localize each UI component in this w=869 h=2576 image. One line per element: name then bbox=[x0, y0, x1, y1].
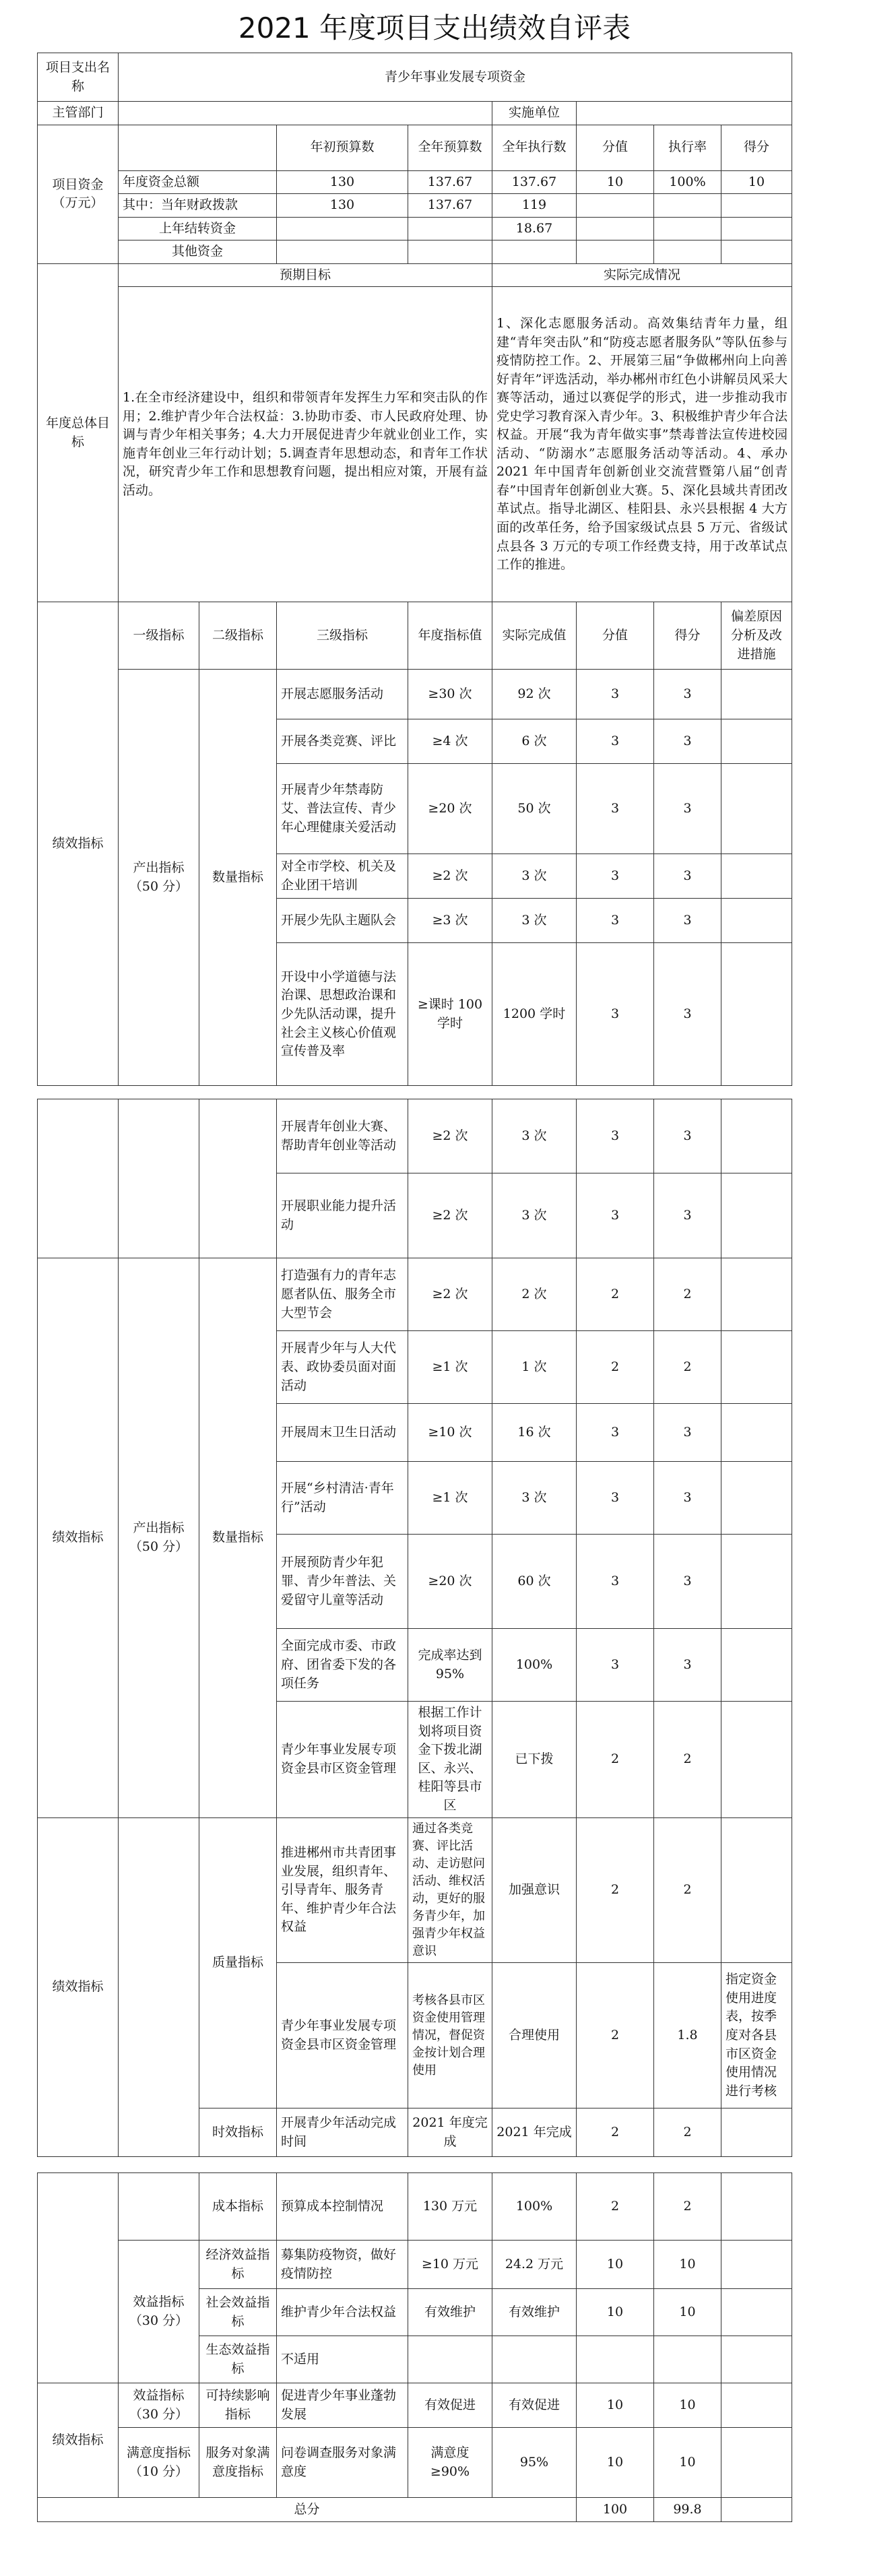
indicator-score: 3 bbox=[654, 854, 721, 899]
indicator-value: 10 bbox=[577, 2241, 654, 2289]
indicator-name: 维护青少年合法权益 bbox=[277, 2289, 408, 2336]
l2-economic: 经济效益指标 bbox=[199, 2241, 277, 2289]
funds-cell bbox=[408, 217, 492, 240]
l1-satisfaction: 满意度指标（10 分） bbox=[119, 2428, 199, 2498]
indicator-value: 2 bbox=[577, 2173, 654, 2241]
funds-cell bbox=[577, 217, 654, 240]
indicator-value: 2 bbox=[577, 1963, 654, 2108]
indicator-actual: 2 次 bbox=[492, 1258, 577, 1331]
indicator-value: 10 bbox=[577, 2428, 654, 2498]
indicator-name: 开展“乡村清洁·青年行”活动 bbox=[277, 1462, 408, 1535]
total-label: 总分 bbox=[38, 2498, 577, 2522]
goals-actual-text: 1、深化志愿服务活动。高效集结青年力量，组建“青年突击队”和“防疫志愿者服务队”等队伍参与疫情防控工作。2、开展第三届“争做郴州向上向善好青年”评选活动，举办郴州市红色小讲解员风采大赛等活动，通过以赛促学的形式，进一步推动我市党史学习教育深入青少年。3、积极维护青少年合法权益。开展“我为青年做实事”禁毒普法宣传进校园活动、“防溺水”志愿服务活动等活动。4、承办 2021 年中国青年创新创业交流营暨第八届“创青春”中国青年创新创业大赛。5、深化县域共青团改革试点。指导北湖区、桂阳县、永兴县根据 4 大方面的改革任务，给予国家级试点县 5 万元、省级试点县各 3 万元的专项工作经费支持，用于改革试点工作的推进。 bbox=[492, 287, 792, 602]
indicator-value: 2 bbox=[577, 1331, 654, 1404]
goals-actual-header: 实际完成情况 bbox=[492, 263, 792, 287]
indicator-target: 根据工作计划将项目资金下拨北湖区、永兴、桂阳等县市区 bbox=[408, 1702, 492, 1817]
indicator-value: 2 bbox=[577, 1258, 654, 1331]
indicator-target: 有效促进 bbox=[408, 2383, 492, 2428]
l2-quantity: 数量指标 bbox=[199, 1258, 277, 1817]
indicator-remark bbox=[721, 943, 792, 1086]
indicator-target: 考核各县市区资金使用管理情况，督促资金按计划合理使用 bbox=[408, 1963, 492, 2108]
indicator-name: 开展各类竞赛、评比 bbox=[277, 719, 408, 764]
indicator-name: 全面完成市委、市政府、团省委下发的各项任务 bbox=[277, 1629, 408, 1702]
indicator-remark: 指定资金使用进度表，按季度对各县市区资金使用情况进行考核 bbox=[721, 1963, 792, 2108]
funds-cell bbox=[277, 217, 408, 240]
l2-sustain: 可持续影响指标 bbox=[199, 2383, 277, 2428]
funds-header-blank bbox=[119, 125, 277, 170]
indicator-remark bbox=[721, 1331, 792, 1404]
funds-row-label: 其他资金 bbox=[119, 240, 277, 264]
funds-header-executed: 全年执行数 bbox=[492, 125, 577, 170]
indicator-name: 开展少先队主题队会 bbox=[277, 899, 408, 943]
indicator-score: 2 bbox=[654, 1258, 721, 1331]
funds-cell: 10 bbox=[577, 170, 654, 194]
indicator-actual: 50 次 bbox=[492, 764, 577, 854]
funds-header-score: 得分 bbox=[721, 125, 792, 170]
indicator-name: 促进青少年事业蓬勃发展 bbox=[277, 2383, 408, 2428]
indicator-score bbox=[654, 2336, 721, 2383]
indicator-target: 2021 年度完成 bbox=[408, 2108, 492, 2157]
indicator-value: 3 bbox=[577, 1404, 654, 1462]
funds-cell: 119 bbox=[492, 194, 577, 218]
indicator-actual: 有效维护 bbox=[492, 2289, 577, 2336]
l2-social: 社会效益指标 bbox=[199, 2289, 277, 2336]
funds-cell bbox=[654, 240, 721, 264]
indicator-name: 开设中小学道德与法治课、思想政治课和少先队活动课，提升社会主义核心价值观宣传普及率 bbox=[277, 943, 408, 1086]
indicator-target bbox=[408, 2336, 492, 2383]
l1-output: 产出指标（50 分） bbox=[119, 670, 199, 1086]
indicator-score: 2 bbox=[654, 1702, 721, 1817]
perf-header: 分值 bbox=[577, 602, 654, 670]
indicator-target: ≥10 万元 bbox=[408, 2241, 492, 2289]
indicator-target: ≥课时 100 学时 bbox=[408, 943, 492, 1086]
indicator-actual: 2021 年完成 bbox=[492, 2108, 577, 2157]
indicator-remark bbox=[721, 764, 792, 854]
indicator-value: 3 bbox=[577, 1099, 654, 1173]
funds-cell bbox=[654, 217, 721, 240]
perf-label: 绩效指标 bbox=[38, 2383, 119, 2498]
indicator-score: 3 bbox=[654, 719, 721, 764]
indicator-score: 2 bbox=[654, 2108, 721, 2157]
indicator-remark bbox=[721, 1629, 792, 1702]
l2-ecological: 生态效益指标 bbox=[199, 2336, 277, 2383]
funds-cell: 10 bbox=[721, 170, 792, 194]
page-break bbox=[38, 2157, 792, 2173]
indicator-name: 推进郴州市共青团事业发展，组织青年、引导青年、服务青年、维护青少年合法权益 bbox=[277, 1817, 408, 1963]
indicator-remark bbox=[721, 2108, 792, 2157]
indicator-remark bbox=[721, 2428, 792, 2498]
indicator-name: 开展志愿服务活动 bbox=[277, 670, 408, 719]
indicator-remark bbox=[721, 1462, 792, 1535]
indicator-remark bbox=[721, 854, 792, 899]
indicator-target: ≥4 次 bbox=[408, 719, 492, 764]
indicator-actual: 95% bbox=[492, 2428, 577, 2498]
funds-cell bbox=[721, 240, 792, 264]
indicator-value: 2 bbox=[577, 1702, 654, 1817]
l2-blank bbox=[199, 1099, 277, 1258]
l1-blank bbox=[119, 2173, 199, 2241]
indicator-target: ≥20 次 bbox=[408, 764, 492, 854]
self-evaluation-table bbox=[37, 53, 792, 2522]
indicator-score: 10 bbox=[654, 2428, 721, 2498]
indicator-actual: 3 次 bbox=[492, 1099, 577, 1173]
indicator-score: 3 bbox=[654, 670, 721, 719]
indicator-actual: 100% bbox=[492, 1629, 577, 1702]
indicator-actual: 24.2 万元 bbox=[492, 2241, 577, 2289]
funds-header-budget-start: 年初预算数 bbox=[277, 125, 408, 170]
indicator-target: ≥1 次 bbox=[408, 1462, 492, 1535]
funds-label: 项目资金（万元） bbox=[38, 125, 119, 263]
indicator-target: ≥2 次 bbox=[408, 1258, 492, 1331]
perf-header: 得分 bbox=[654, 602, 721, 670]
indicator-target: ≥1 次 bbox=[408, 1331, 492, 1404]
indicator-name: 问卷调查服务对象满意度 bbox=[277, 2428, 408, 2498]
goals-expected-header: 预期目标 bbox=[119, 263, 492, 287]
indicator-remark bbox=[721, 899, 792, 943]
indicator-actual: 已下拨 bbox=[492, 1702, 577, 1817]
funds-cell bbox=[492, 240, 577, 264]
indicator-value: 3 bbox=[577, 1173, 654, 1258]
dept-label: 主管部门 bbox=[38, 102, 119, 125]
funds-cell bbox=[654, 194, 721, 218]
indicator-actual bbox=[492, 2336, 577, 2383]
indicator-value: 3 bbox=[577, 899, 654, 943]
indicator-value bbox=[577, 2336, 654, 2383]
l1-benefit: 效益指标（30 分） bbox=[119, 2383, 199, 2428]
indicator-actual: 100% bbox=[492, 2173, 577, 2241]
funds-cell: 130 bbox=[277, 194, 408, 218]
page-break bbox=[38, 1086, 792, 1099]
indicator-actual: 16 次 bbox=[492, 1404, 577, 1462]
perf-header: 三级指标 bbox=[277, 602, 408, 670]
goals-label: 年度总体目标 bbox=[38, 263, 119, 602]
perf-header: 二级指标 bbox=[199, 602, 277, 670]
indicator-score: 10 bbox=[654, 2383, 721, 2428]
total-value: 100 bbox=[577, 2498, 654, 2522]
indicator-actual: 3 次 bbox=[492, 1173, 577, 1258]
indicator-name: 打造强有力的青年志愿者队伍、服务全市大型节会 bbox=[277, 1258, 408, 1331]
indicator-target: ≥3 次 bbox=[408, 899, 492, 943]
indicator-remark bbox=[721, 719, 792, 764]
indicator-remark bbox=[721, 1258, 792, 1331]
funds-cell bbox=[408, 240, 492, 264]
indicator-name: 对全市学校、机关及企业团干培训 bbox=[277, 854, 408, 899]
indicator-target: ≥2 次 bbox=[408, 1099, 492, 1173]
total-remark bbox=[721, 2498, 792, 2522]
indicator-value: 10 bbox=[577, 2383, 654, 2428]
total-score: 99.8 bbox=[654, 2498, 721, 2522]
indicator-score: 3 bbox=[654, 943, 721, 1086]
indicator-target: ≥2 次 bbox=[408, 1173, 492, 1258]
indicator-name: 开展青少年与人大代表、政协委员面对面活动 bbox=[277, 1331, 408, 1404]
indicator-actual: 6 次 bbox=[492, 719, 577, 764]
indicator-target: 通过各类竞赛、评比活动、走访慰问活动、维权活动，更好的服务青少年，加强青少年权益意识 bbox=[408, 1817, 492, 1963]
project-name-value: 青少年事业发展专项资金 bbox=[119, 53, 792, 102]
perf-label: 绩效指标 bbox=[38, 1258, 119, 1817]
indicator-score: 3 bbox=[654, 1535, 721, 1629]
funds-row-label: 上年结转资金 bbox=[119, 217, 277, 240]
indicator-score: 3 bbox=[654, 1404, 721, 1462]
indicator-actual: 60 次 bbox=[492, 1535, 577, 1629]
indicator-actual: 3 次 bbox=[492, 899, 577, 943]
funds-cell: 137.67 bbox=[492, 170, 577, 194]
indicator-target: ≥2 次 bbox=[408, 854, 492, 899]
indicator-actual: 3 次 bbox=[492, 854, 577, 899]
perf-header: 实际完成值 bbox=[492, 602, 577, 670]
funds-cell bbox=[577, 240, 654, 264]
funds-cell: 130 bbox=[277, 170, 408, 194]
indicator-target: ≥20 次 bbox=[408, 1535, 492, 1629]
indicator-target: ≥10 次 bbox=[408, 1404, 492, 1462]
indicator-actual: 加强意识 bbox=[492, 1817, 577, 1963]
indicator-target: 满意度≥90% bbox=[408, 2428, 492, 2498]
indicator-actual: 有效促进 bbox=[492, 2383, 577, 2428]
indicator-name: 开展青少年活动完成时间 bbox=[277, 2108, 408, 2157]
l1-blank bbox=[119, 1817, 199, 2157]
funds-cell bbox=[277, 240, 408, 264]
l2-cost: 成本指标 bbox=[199, 2173, 277, 2241]
dept-value bbox=[119, 102, 492, 125]
funds-cell bbox=[721, 217, 792, 240]
indicator-remark bbox=[721, 1702, 792, 1817]
indicator-name: 不适用 bbox=[277, 2336, 408, 2383]
l2-quantity: 数量指标 bbox=[199, 670, 277, 1086]
indicator-score: 3 bbox=[654, 1629, 721, 1702]
indicator-score: 10 bbox=[654, 2241, 721, 2289]
indicator-actual: 1200 学时 bbox=[492, 943, 577, 1086]
l1-benefit: 效益指标（30 分） bbox=[119, 2241, 199, 2383]
indicator-value: 3 bbox=[577, 1629, 654, 1702]
indicator-score: 3 bbox=[654, 1099, 721, 1173]
indicator-score: 2 bbox=[654, 1331, 721, 1404]
indicator-remark bbox=[721, 2289, 792, 2336]
indicator-name: 开展预防青少年犯罪、青少年普法、关爱留守儿童等活动 bbox=[277, 1535, 408, 1629]
indicator-score: 2 bbox=[654, 2173, 721, 2241]
indicator-value: 3 bbox=[577, 854, 654, 899]
funds-cell bbox=[577, 194, 654, 218]
indicator-actual: 3 次 bbox=[492, 1462, 577, 1535]
funds-cell: 18.67 bbox=[492, 217, 577, 240]
l1-blank bbox=[119, 1099, 199, 1258]
indicator-target: 130 万元 bbox=[408, 2173, 492, 2241]
indicator-remark bbox=[721, 670, 792, 719]
l2-time: 时效指标 bbox=[199, 2108, 277, 2157]
funds-cell: 100% bbox=[654, 170, 721, 194]
funds-header-budget-year: 全年预算数 bbox=[408, 125, 492, 170]
funds-cell: 137.67 bbox=[408, 194, 492, 218]
indicator-target: 完成率达到 95% bbox=[408, 1629, 492, 1702]
perf-label: 绩效指标 bbox=[38, 1817, 119, 2157]
perf-header: 一级指标 bbox=[119, 602, 199, 670]
indicator-score: 3 bbox=[654, 1173, 721, 1258]
indicator-score: 3 bbox=[654, 1462, 721, 1535]
l2-satisfaction: 服务对象满意度指标 bbox=[199, 2428, 277, 2498]
perf-label-blank bbox=[38, 2173, 119, 2383]
indicator-remark bbox=[721, 2173, 792, 2241]
indicator-value: 2 bbox=[577, 2108, 654, 2157]
indicator-remark bbox=[721, 2336, 792, 2383]
funds-header-rate: 执行率 bbox=[654, 125, 721, 170]
funds-row-label: 其中：当年财政拨款 bbox=[119, 194, 277, 218]
indicator-value: 3 bbox=[577, 719, 654, 764]
indicator-score: 2 bbox=[654, 1817, 721, 1963]
indicator-value: 3 bbox=[577, 1462, 654, 1535]
indicator-name: 开展职业能力提升活动 bbox=[277, 1173, 408, 1258]
indicator-score: 3 bbox=[654, 899, 721, 943]
indicator-target: ≥30 次 bbox=[408, 670, 492, 719]
impl-value bbox=[577, 102, 792, 125]
goals-expected-text: 1.在全市经济建设中，组织和带领青年发挥生力军和突击队的作用；2.维护青少年合法权益：3.协助市委、市人民政府处理、协调与青少年相关事务；4.大力开展促进青少年就业创业工作，实施青年创业三年行动计划；5.调查青年思想动态，和青年工作状况，研究青少年工作和思想教育问题，提出相应对策，开展有益活动。 bbox=[119, 287, 492, 602]
perf-header: 偏差原因分析及改进措施 bbox=[721, 602, 792, 670]
indicator-name: 青少年事业发展专项资金县市区资金管理 bbox=[277, 1702, 408, 1817]
perf-label: 绩效指标 bbox=[38, 602, 119, 1086]
indicator-value: 10 bbox=[577, 2289, 654, 2336]
indicator-value: 2 bbox=[577, 1817, 654, 1963]
indicator-name: 开展周末卫生日活动 bbox=[277, 1404, 408, 1462]
indicator-remark bbox=[721, 1535, 792, 1629]
indicator-remark bbox=[721, 2383, 792, 2428]
indicator-actual: 92 次 bbox=[492, 670, 577, 719]
funds-row-label: 年度资金总额 bbox=[119, 170, 277, 194]
indicator-actual: 合理使用 bbox=[492, 1963, 577, 2108]
l2-quality: 质量指标 bbox=[199, 1817, 277, 2108]
perf-header: 年度指标值 bbox=[408, 602, 492, 670]
perf-label-blank bbox=[38, 1099, 119, 1258]
l1-output: 产出指标（50 分） bbox=[119, 1258, 199, 1817]
indicator-remark bbox=[721, 1099, 792, 1173]
indicator-name: 青少年事业发展专项资金县市区资金管理 bbox=[277, 1963, 408, 2108]
indicator-remark bbox=[721, 1404, 792, 1462]
funds-cell: 137.67 bbox=[408, 170, 492, 194]
funds-header-score-value: 分值 bbox=[577, 125, 654, 170]
indicator-name: 募集防疫物资，做好疫情防控 bbox=[277, 2241, 408, 2289]
indicator-remark bbox=[721, 2241, 792, 2289]
indicator-score: 10 bbox=[654, 2289, 721, 2336]
indicator-target: 有效维护 bbox=[408, 2289, 492, 2336]
indicator-value: 3 bbox=[577, 1535, 654, 1629]
indicator-value: 3 bbox=[577, 670, 654, 719]
page-title: 2021 年度项目支出绩效自评表 bbox=[238, 11, 631, 44]
indicator-value: 3 bbox=[577, 943, 654, 1086]
indicator-actual: 1 次 bbox=[492, 1331, 577, 1404]
indicator-name: 预算成本控制情况 bbox=[277, 2173, 408, 2241]
project-name-label: 项目支出名称 bbox=[38, 53, 119, 102]
indicator-value: 3 bbox=[577, 764, 654, 854]
indicator-name: 开展青年创业大赛、帮助青年创业等活动 bbox=[277, 1099, 408, 1173]
funds-cell bbox=[721, 194, 792, 218]
indicator-remark bbox=[721, 1817, 792, 1963]
indicator-score: 1.8 bbox=[654, 1963, 721, 2108]
indicator-score: 3 bbox=[654, 764, 721, 854]
indicator-name: 开展青少年禁毒防艾、普法宣传、青少年心理健康关爱活动 bbox=[277, 764, 408, 854]
indicator-remark bbox=[721, 1173, 792, 1258]
impl-label: 实施单位 bbox=[492, 102, 577, 125]
